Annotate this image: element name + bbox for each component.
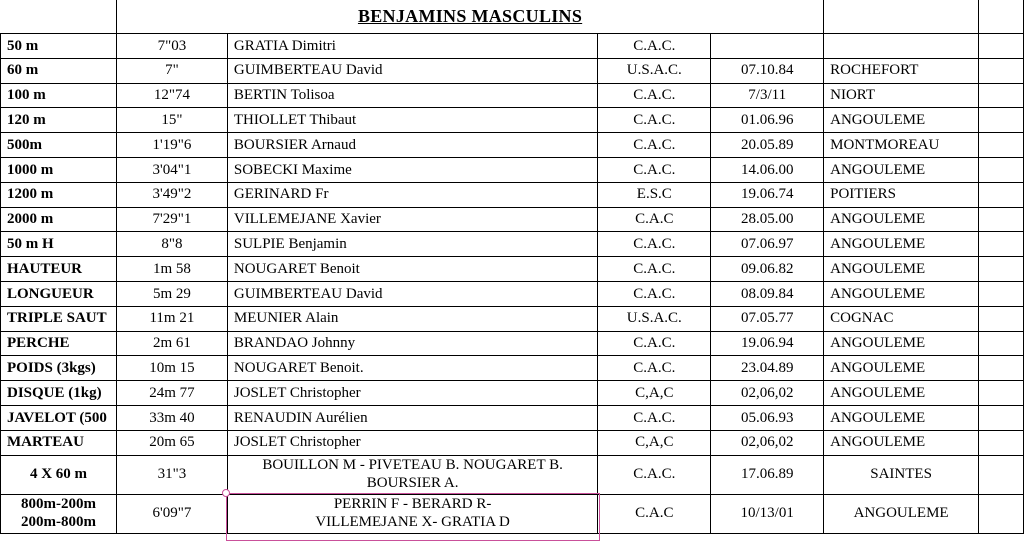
- empty-cell[interactable]: [979, 257, 1024, 282]
- date-cell[interactable]: [711, 34, 824, 59]
- athlete-cell[interactable]: GRATIA Dimitri: [227, 34, 598, 59]
- place-cell[interactable]: ANGOULEME: [824, 281, 979, 306]
- athlete-cell[interactable]: BERTIN Tolisoa: [227, 83, 598, 108]
- place-cell[interactable]: ANGOULEME: [824, 331, 979, 356]
- place-cell[interactable]: COGNAC: [824, 306, 979, 331]
- event-cell[interactable]: 100 m: [1, 83, 117, 108]
- athlete-cell[interactable]: BRANDAO Johnny: [227, 331, 598, 356]
- date-cell[interactable]: 09.06.82: [711, 257, 824, 282]
- athlete-cell[interactable]: GERINARD Fr: [227, 182, 598, 207]
- empty-cell[interactable]: [979, 108, 1024, 133]
- athlete-cell[interactable]: NOUGARET Benoit.: [227, 356, 598, 381]
- event-cell[interactable]: DISQUE (1kg): [1, 381, 117, 406]
- athlete-cell[interactable]: SULPIE Benjamin: [227, 232, 598, 257]
- empty-cell[interactable]: [979, 405, 1024, 430]
- record-row: [1, 381, 1024, 406]
- performance-cell[interactable]: 15": [116, 108, 227, 133]
- event-cell[interactable]: 1200 m: [1, 182, 117, 207]
- date-cell[interactable]: 19.06.74: [711, 182, 824, 207]
- performance-cell[interactable]: 11m 21: [116, 306, 227, 331]
- club-cell[interactable]: C.A.C.: [598, 405, 711, 430]
- place-cell[interactable]: ANGOULEME: [824, 232, 979, 257]
- club-cell[interactable]: C.A.C.: [598, 34, 711, 59]
- athlete-cell[interactable]: [227, 455, 598, 494]
- place-cell[interactable]: ANGOULEME: [824, 108, 979, 133]
- club-cell[interactable]: C.A.C: [598, 494, 711, 533]
- performance-cell[interactable]: 1'19"6: [116, 133, 227, 158]
- performance-cell[interactable]: 5m 29: [116, 281, 227, 306]
- performance-cell[interactable]: 3'04"1: [116, 157, 227, 182]
- performance-cell[interactable]: 8"8: [116, 232, 227, 257]
- performance-cell[interactable]: 12"74: [116, 83, 227, 108]
- place-cell[interactable]: ANGOULEME: [824, 381, 979, 406]
- event-cell[interactable]: 50 m H: [1, 232, 117, 257]
- title-cell[interactable]: [116, 0, 823, 34]
- place-cell[interactable]: ANGOULEME: [824, 356, 979, 381]
- performance-cell[interactable]: 31"3: [116, 455, 227, 494]
- date-cell[interactable]: 23.04.89: [711, 356, 824, 381]
- line-text: BOUILLON M - PIVETEAU B. NOUGARET B.: [262, 457, 563, 474]
- event-cell[interactable]: 50 m: [1, 34, 117, 59]
- club-cell[interactable]: C,A,C: [598, 381, 711, 406]
- title-row: [1, 0, 1024, 34]
- empty-cell[interactable]: [979, 157, 1024, 182]
- athlete-cell[interactable]: SOBECKI Maxime: [227, 157, 598, 182]
- date-cell[interactable]: 02,06,02: [711, 381, 824, 406]
- empty-cell[interactable]: [979, 306, 1024, 331]
- line-text: VILLEMEJANE X- GRATIA D: [315, 513, 510, 530]
- date-cell[interactable]: 07.06.97: [711, 232, 824, 257]
- record-row: [1, 58, 1024, 83]
- date-cell[interactable]: 01.06.96: [711, 108, 824, 133]
- empty-cell[interactable]: [979, 494, 1024, 533]
- record-row: [1, 182, 1024, 207]
- empty-cell[interactable]: [979, 281, 1024, 306]
- date-cell[interactable]: 08.09.84: [711, 281, 824, 306]
- event-cell[interactable]: MARTEAU: [1, 430, 117, 455]
- athlete-cell[interactable]: GUIMBERTEAU David: [227, 281, 598, 306]
- record-row: [1, 108, 1024, 133]
- place-cell[interactable]: NIORT: [824, 83, 979, 108]
- club-cell[interactable]: C.A.C.: [598, 331, 711, 356]
- empty-cell[interactable]: [979, 232, 1024, 257]
- club-cell[interactable]: C.A.C.: [598, 356, 711, 381]
- line-text: PERRIN F - BERARD R-: [333, 496, 492, 513]
- empty-cell[interactable]: [979, 455, 1024, 494]
- event-cell[interactable]: HAUTEUR: [1, 257, 117, 282]
- date-cell[interactable]: 05.06.93: [711, 405, 824, 430]
- athlete-cell[interactable]: RENAUDIN Aurélien: [227, 405, 598, 430]
- title-blank-cell[interactable]: [1, 0, 117, 34]
- place-cell[interactable]: ANGOULEME: [824, 157, 979, 182]
- record-row: [1, 207, 1024, 232]
- title-blank-cell[interactable]: [979, 0, 1024, 34]
- athlete-cell[interactable]: NOUGARET Benoit: [227, 257, 598, 282]
- record-row: [1, 257, 1024, 282]
- empty-cell[interactable]: [979, 331, 1024, 356]
- event-cell[interactable]: LONGUEUR: [1, 281, 117, 306]
- athlete-cell[interactable]: VILLEMEJANE Xavier: [227, 207, 598, 232]
- date-cell[interactable]: 07.05.77: [711, 306, 824, 331]
- event-cell[interactable]: TRIPLE SAUT: [1, 306, 117, 331]
- empty-cell[interactable]: [979, 83, 1024, 108]
- line-text: 800m-200m: [20, 496, 96, 513]
- sheet-title: BENJAMINS MASCULINS: [357, 5, 583, 26]
- athlete-cell[interactable]: BOURSIER Arnaud: [227, 133, 598, 158]
- date-cell[interactable]: 02,06,02: [711, 430, 824, 455]
- line-text: BOURSIER A.: [366, 474, 459, 491]
- athlete-cell[interactable]: JOSLET Christopher: [227, 381, 598, 406]
- event-cell[interactable]: 120 m: [1, 108, 117, 133]
- place-cell[interactable]: ANGOULEME: [824, 494, 979, 533]
- place-cell[interactable]: POITIERS: [824, 182, 979, 207]
- athlete-cell[interactable]: JOSLET Christopher: [227, 430, 598, 455]
- record-row: [1, 157, 1024, 182]
- place-cell[interactable]: SAINTES: [824, 455, 979, 494]
- record-row: [1, 331, 1024, 356]
- event-cell[interactable]: POIDS (3kgs): [1, 356, 117, 381]
- performance-cell[interactable]: 6'09"7: [116, 494, 227, 533]
- club-cell[interactable]: C.A.C: [598, 207, 711, 232]
- event-cell[interactable]: 60 m: [1, 58, 117, 83]
- performance-cell[interactable]: 7"03: [116, 34, 227, 59]
- relay-row: [1, 455, 1024, 494]
- date-cell[interactable]: 17.06.89: [711, 455, 824, 494]
- place-cell[interactable]: ANGOULEME: [824, 405, 979, 430]
- performance-cell[interactable]: 7": [116, 58, 227, 83]
- performance-cell[interactable]: 33m 40: [116, 405, 227, 430]
- place-cell[interactable]: ANGOULEME: [824, 257, 979, 282]
- event-cell[interactable]: JAVELOT (500: [1, 405, 117, 430]
- performance-cell[interactable]: 10m 15: [116, 356, 227, 381]
- athlete-cell[interactable]: THIOLLET Thibaut: [227, 108, 598, 133]
- performance-cell[interactable]: 24m 77: [116, 381, 227, 406]
- club-cell[interactable]: C.A.C.: [598, 281, 711, 306]
- event-cell[interactable]: PERCHE: [1, 331, 117, 356]
- club-cell[interactable]: C.A.C.: [598, 455, 711, 494]
- record-row: [1, 232, 1024, 257]
- event-cell[interactable]: 1000 m: [1, 157, 117, 182]
- place-cell[interactable]: ANGOULEME: [824, 430, 979, 455]
- performance-cell[interactable]: 2m 61: [116, 331, 227, 356]
- club-cell[interactable]: C.A.C.: [598, 108, 711, 133]
- empty-cell[interactable]: [979, 207, 1024, 232]
- date-cell[interactable]: 7/3/11: [711, 83, 824, 108]
- club-cell[interactable]: C.A.C.: [598, 133, 711, 158]
- event-cell[interactable]: 4 X 60 m: [1, 455, 117, 494]
- empty-cell[interactable]: [979, 58, 1024, 83]
- empty-cell[interactable]: [979, 182, 1024, 207]
- empty-cell[interactable]: [979, 34, 1024, 59]
- club-cell[interactable]: C.A.C.: [598, 232, 711, 257]
- place-cell[interactable]: [824, 34, 979, 59]
- relay-row: [1, 494, 1024, 533]
- record-row: [1, 83, 1024, 108]
- date-cell[interactable]: 10/13/01: [711, 494, 824, 533]
- empty-cell[interactable]: [979, 356, 1024, 381]
- club-cell[interactable]: C.A.C.: [598, 157, 711, 182]
- athlete-cell[interactable]: [227, 494, 598, 533]
- record-row: [1, 356, 1024, 381]
- record-row: [1, 281, 1024, 306]
- club-cell[interactable]: C.A.C.: [598, 83, 711, 108]
- athlete-cell[interactable]: GUIMBERTEAU David: [227, 58, 598, 83]
- performance-cell[interactable]: 20m 65: [116, 430, 227, 455]
- record-row: [1, 133, 1024, 158]
- place-cell[interactable]: ROCHEFORT: [824, 58, 979, 83]
- club-cell[interactable]: C,A,C: [598, 430, 711, 455]
- club-cell[interactable]: E.S.C: [598, 182, 711, 207]
- club-cell[interactable]: U.S.A.C.: [598, 306, 711, 331]
- date-cell[interactable]: 14.06.00: [711, 157, 824, 182]
- event-cell[interactable]: 2000 m: [1, 207, 117, 232]
- performance-cell[interactable]: 7'29"1: [116, 207, 227, 232]
- record-row: [1, 405, 1024, 430]
- club-cell[interactable]: U.S.A.C.: [598, 58, 711, 83]
- event-cell[interactable]: [1, 494, 117, 533]
- record-row: [1, 306, 1024, 331]
- club-cell[interactable]: C.A.C.: [598, 257, 711, 282]
- title-blank-cell[interactable]: [824, 0, 979, 34]
- performance-cell[interactable]: 3'49"2: [116, 182, 227, 207]
- performance-cell[interactable]: 1m 58: [116, 257, 227, 282]
- place-cell[interactable]: ANGOULEME: [824, 207, 979, 232]
- record-row: [1, 430, 1024, 455]
- place-cell[interactable]: MONTMOREAU: [824, 133, 979, 158]
- event-cell[interactable]: 500m: [1, 133, 117, 158]
- empty-cell[interactable]: [979, 430, 1024, 455]
- empty-cell[interactable]: [979, 133, 1024, 158]
- date-cell[interactable]: 07.10.84: [711, 58, 824, 83]
- empty-cell[interactable]: [979, 381, 1024, 406]
- line-text: 200m-800m: [20, 513, 96, 530]
- date-cell[interactable]: 19.06.94: [711, 331, 824, 356]
- athlete-cell[interactable]: MEUNIER Alain: [227, 306, 598, 331]
- date-cell[interactable]: 28.05.00: [711, 207, 824, 232]
- date-cell[interactable]: 20.05.89: [711, 133, 824, 158]
- record-row: [1, 34, 1024, 59]
